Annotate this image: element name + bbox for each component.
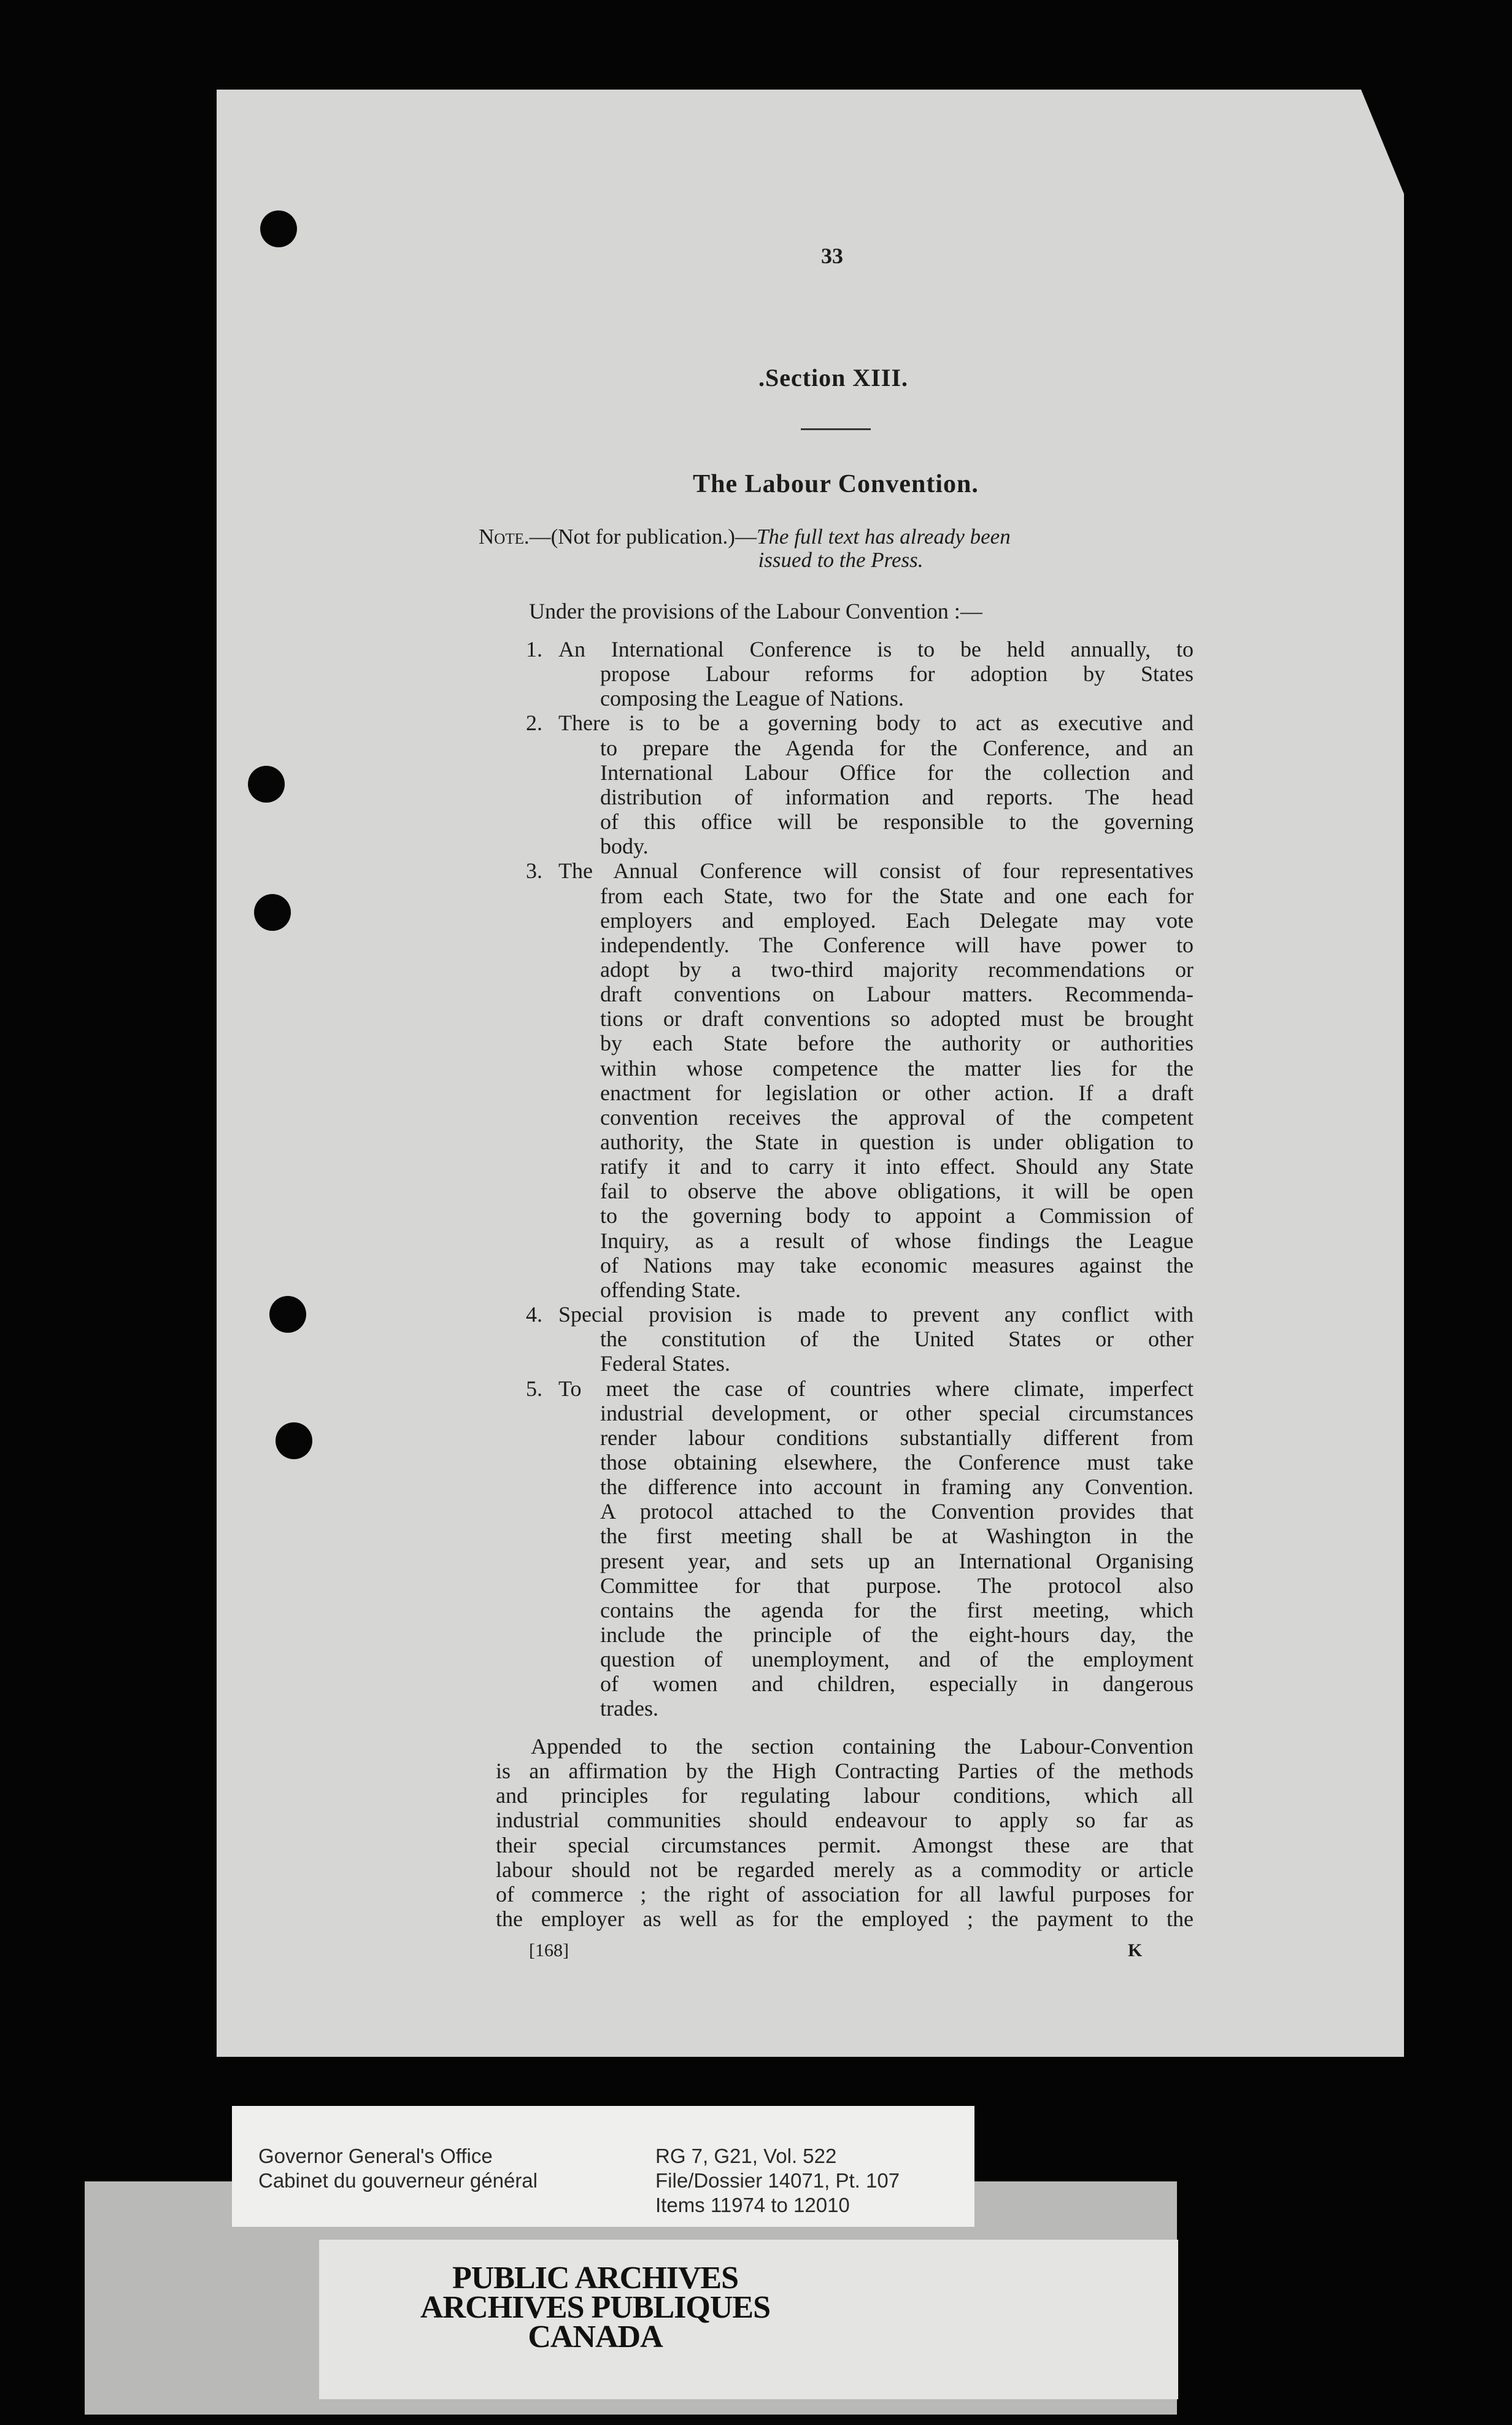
- list-item-line: those obtaining elsewhere, the Conference must take: [600, 1449, 1194, 1475]
- footer-printer-code: [168]: [529, 1940, 569, 1960]
- page-number: 33: [821, 244, 843, 268]
- list-item-line: of Nations may take economic measures against the: [600, 1252, 1194, 1278]
- list-item-line: of this office will be responsible to the governing: [600, 809, 1194, 835]
- office-french: Cabinet du gouverneur général: [258, 2169, 538, 2192]
- list-item-line: draft conventions on Labour matters. Recommenda-: [600, 982, 1194, 1007]
- note-text: —(Not for publication.)—: [529, 525, 757, 549]
- paragraph-line: of commerce ; the right of association for all lawful purposes for: [496, 1881, 1194, 1906]
- list-item-line: the first meeting shall be at Washington in the: [600, 1524, 1194, 1549]
- list-item-line: An International Conference is to be held annually, to: [558, 637, 1194, 661]
- list-item-line: distribution of information and reports. The head: [600, 784, 1194, 809]
- list-item-line: Special provision is made to prevent any conflict with: [558, 1302, 1194, 1327]
- punch-hole: [254, 894, 291, 931]
- paragraph-line: and principles for regulating labour conditions, which all: [496, 1783, 1194, 1808]
- archive-stamp: [319, 2240, 1178, 2399]
- archive-reference-card: [232, 2106, 974, 2227]
- list-item-line: the constitution of the United States or other: [600, 1327, 1194, 1352]
- stamp-line-2: ARCHIVES PUBLIQUES: [420, 2290, 771, 2325]
- list-item-line: ratify it and to carry it into effect. Should any State: [600, 1154, 1194, 1179]
- list-item-line: include the principle of the eight-hours day, the: [600, 1622, 1194, 1647]
- list-item-line: to prepare the Agenda for the Conference, and an: [600, 735, 1194, 760]
- divider: [801, 428, 871, 430]
- paragraph-line: the employer as well as for the employed ; the payment to the: [496, 1906, 1194, 1932]
- paragraph-line: Appended to the section containing the Labour-Convention: [531, 1734, 1194, 1759]
- list-item-line: composing the League of Nations.: [600, 686, 904, 711]
- list-item-line: The Annual Conference will consist of four representatives: [558, 858, 1194, 884]
- list-item-line: tions or draft conventions so adopted must be brought: [600, 1006, 1194, 1031]
- list-item-number: 3.: [526, 858, 542, 884]
- reference-items: Items 11974 to 12010: [655, 2194, 850, 2216]
- list-item-number: 5.: [526, 1376, 542, 1401]
- punch-hole: [260, 210, 297, 247]
- list-item-line: within whose competence the matter lies for the: [600, 1055, 1194, 1081]
- list-item-line: International Labour Office for the collection and: [600, 760, 1194, 785]
- reference-volume: RG 7, G21, Vol. 522: [655, 2145, 837, 2167]
- list-item-line: by each State before the authority or authorities: [600, 1031, 1194, 1056]
- intro-text: Under the provisions of the Labour Convention :—: [529, 599, 982, 623]
- list-item-line: industrial development, or other special circumstances: [600, 1400, 1194, 1425]
- list-item-line: independently. The Conference will have power to: [600, 932, 1194, 957]
- list-item-line: Committee for that purpose. The protocol also: [600, 1573, 1194, 1598]
- list-item-line: Inquiry, as a result of whose findings the League: [600, 1228, 1194, 1253]
- list-item-line: convention receives the approval of the competent: [600, 1105, 1194, 1130]
- section-heading: .Section XIII.: [758, 364, 909, 391]
- list-item-number: 4.: [526, 1302, 542, 1327]
- note-continuation: [758, 548, 924, 573]
- note-italic-1: The full text has already been: [756, 525, 1011, 549]
- document-title: The Labour Convention.: [693, 470, 979, 498]
- list-item-line: question of unemployment, and of the employment: [600, 1647, 1194, 1672]
- list-item-line: contains the agenda for the first meeting, which: [600, 1597, 1194, 1622]
- list-item-line: of women and children, especially in dangerous: [600, 1671, 1194, 1697]
- list-item-line: authority, the State in question is under obligation to: [600, 1130, 1194, 1154]
- office-english: Governor General's Office: [258, 2145, 493, 2167]
- list-item-line: To meet the case of countries where climate, imperfect: [558, 1376, 1194, 1401]
- footer-signature-mark: K: [1128, 1940, 1143, 1960]
- list-item-line: fail to observe the above obligations, it will be open: [600, 1179, 1194, 1204]
- list-item-line: present year, and sets up an International Organising: [600, 1548, 1194, 1573]
- paragraph-line: is an affirmation by the High Contracting Parties of the methods: [496, 1759, 1194, 1784]
- punch-hole: [269, 1296, 306, 1333]
- list-item-line: A protocol attached to the Convention provides that: [600, 1499, 1194, 1524]
- list-item-line: adopt by a two-third majority recommendations or: [600, 957, 1194, 982]
- list-item-line: the difference into account in framing any Convention.: [600, 1475, 1194, 1500]
- stamp-line-3: CANADA: [528, 2319, 663, 2354]
- list-item-number: 2.: [526, 711, 542, 736]
- list-item-line: Federal States.: [600, 1351, 730, 1376]
- list-item-line: to the governing body to appoint a Commission of: [600, 1203, 1194, 1228]
- list-item-line: There is to be a governing body to act as executive and: [558, 711, 1194, 736]
- paragraph-line: labour should not be regarded merely as a commodity or article: [496, 1857, 1194, 1882]
- list-item-number: 1.: [526, 637, 542, 661]
- list-item-line: body.: [600, 834, 649, 859]
- list-item-line: from each State, two for the State and one each for: [600, 883, 1194, 908]
- list-item-line: trades.: [600, 1696, 658, 1721]
- reference-file: File/Dossier 14071, Pt. 107: [655, 2169, 900, 2192]
- paragraph-line: industrial communities should endeavour to apply so far as: [496, 1808, 1194, 1833]
- punch-hole: [248, 766, 285, 803]
- note-label: Note.: [479, 525, 530, 549]
- note: [479, 525, 1011, 549]
- list-item-line: propose Labour reforms for adoption by States: [600, 661, 1194, 687]
- list-item-line: offending State.: [600, 1277, 741, 1302]
- note-italic-2: issued to the Press.: [758, 548, 924, 572]
- list-item-line: employers and employed. Each Delegate may vote: [600, 908, 1194, 933]
- paragraph-line: their special circumstances permit. Amongst these are that: [496, 1832, 1194, 1857]
- list-item-line: render labour conditions substantially different from: [600, 1425, 1194, 1450]
- list-item-line: enactment for legislation or other action. If a draft: [600, 1080, 1194, 1105]
- stamp-line-1: PUBLIC ARCHIVES: [452, 2261, 739, 2296]
- punch-hole: [276, 1422, 312, 1459]
